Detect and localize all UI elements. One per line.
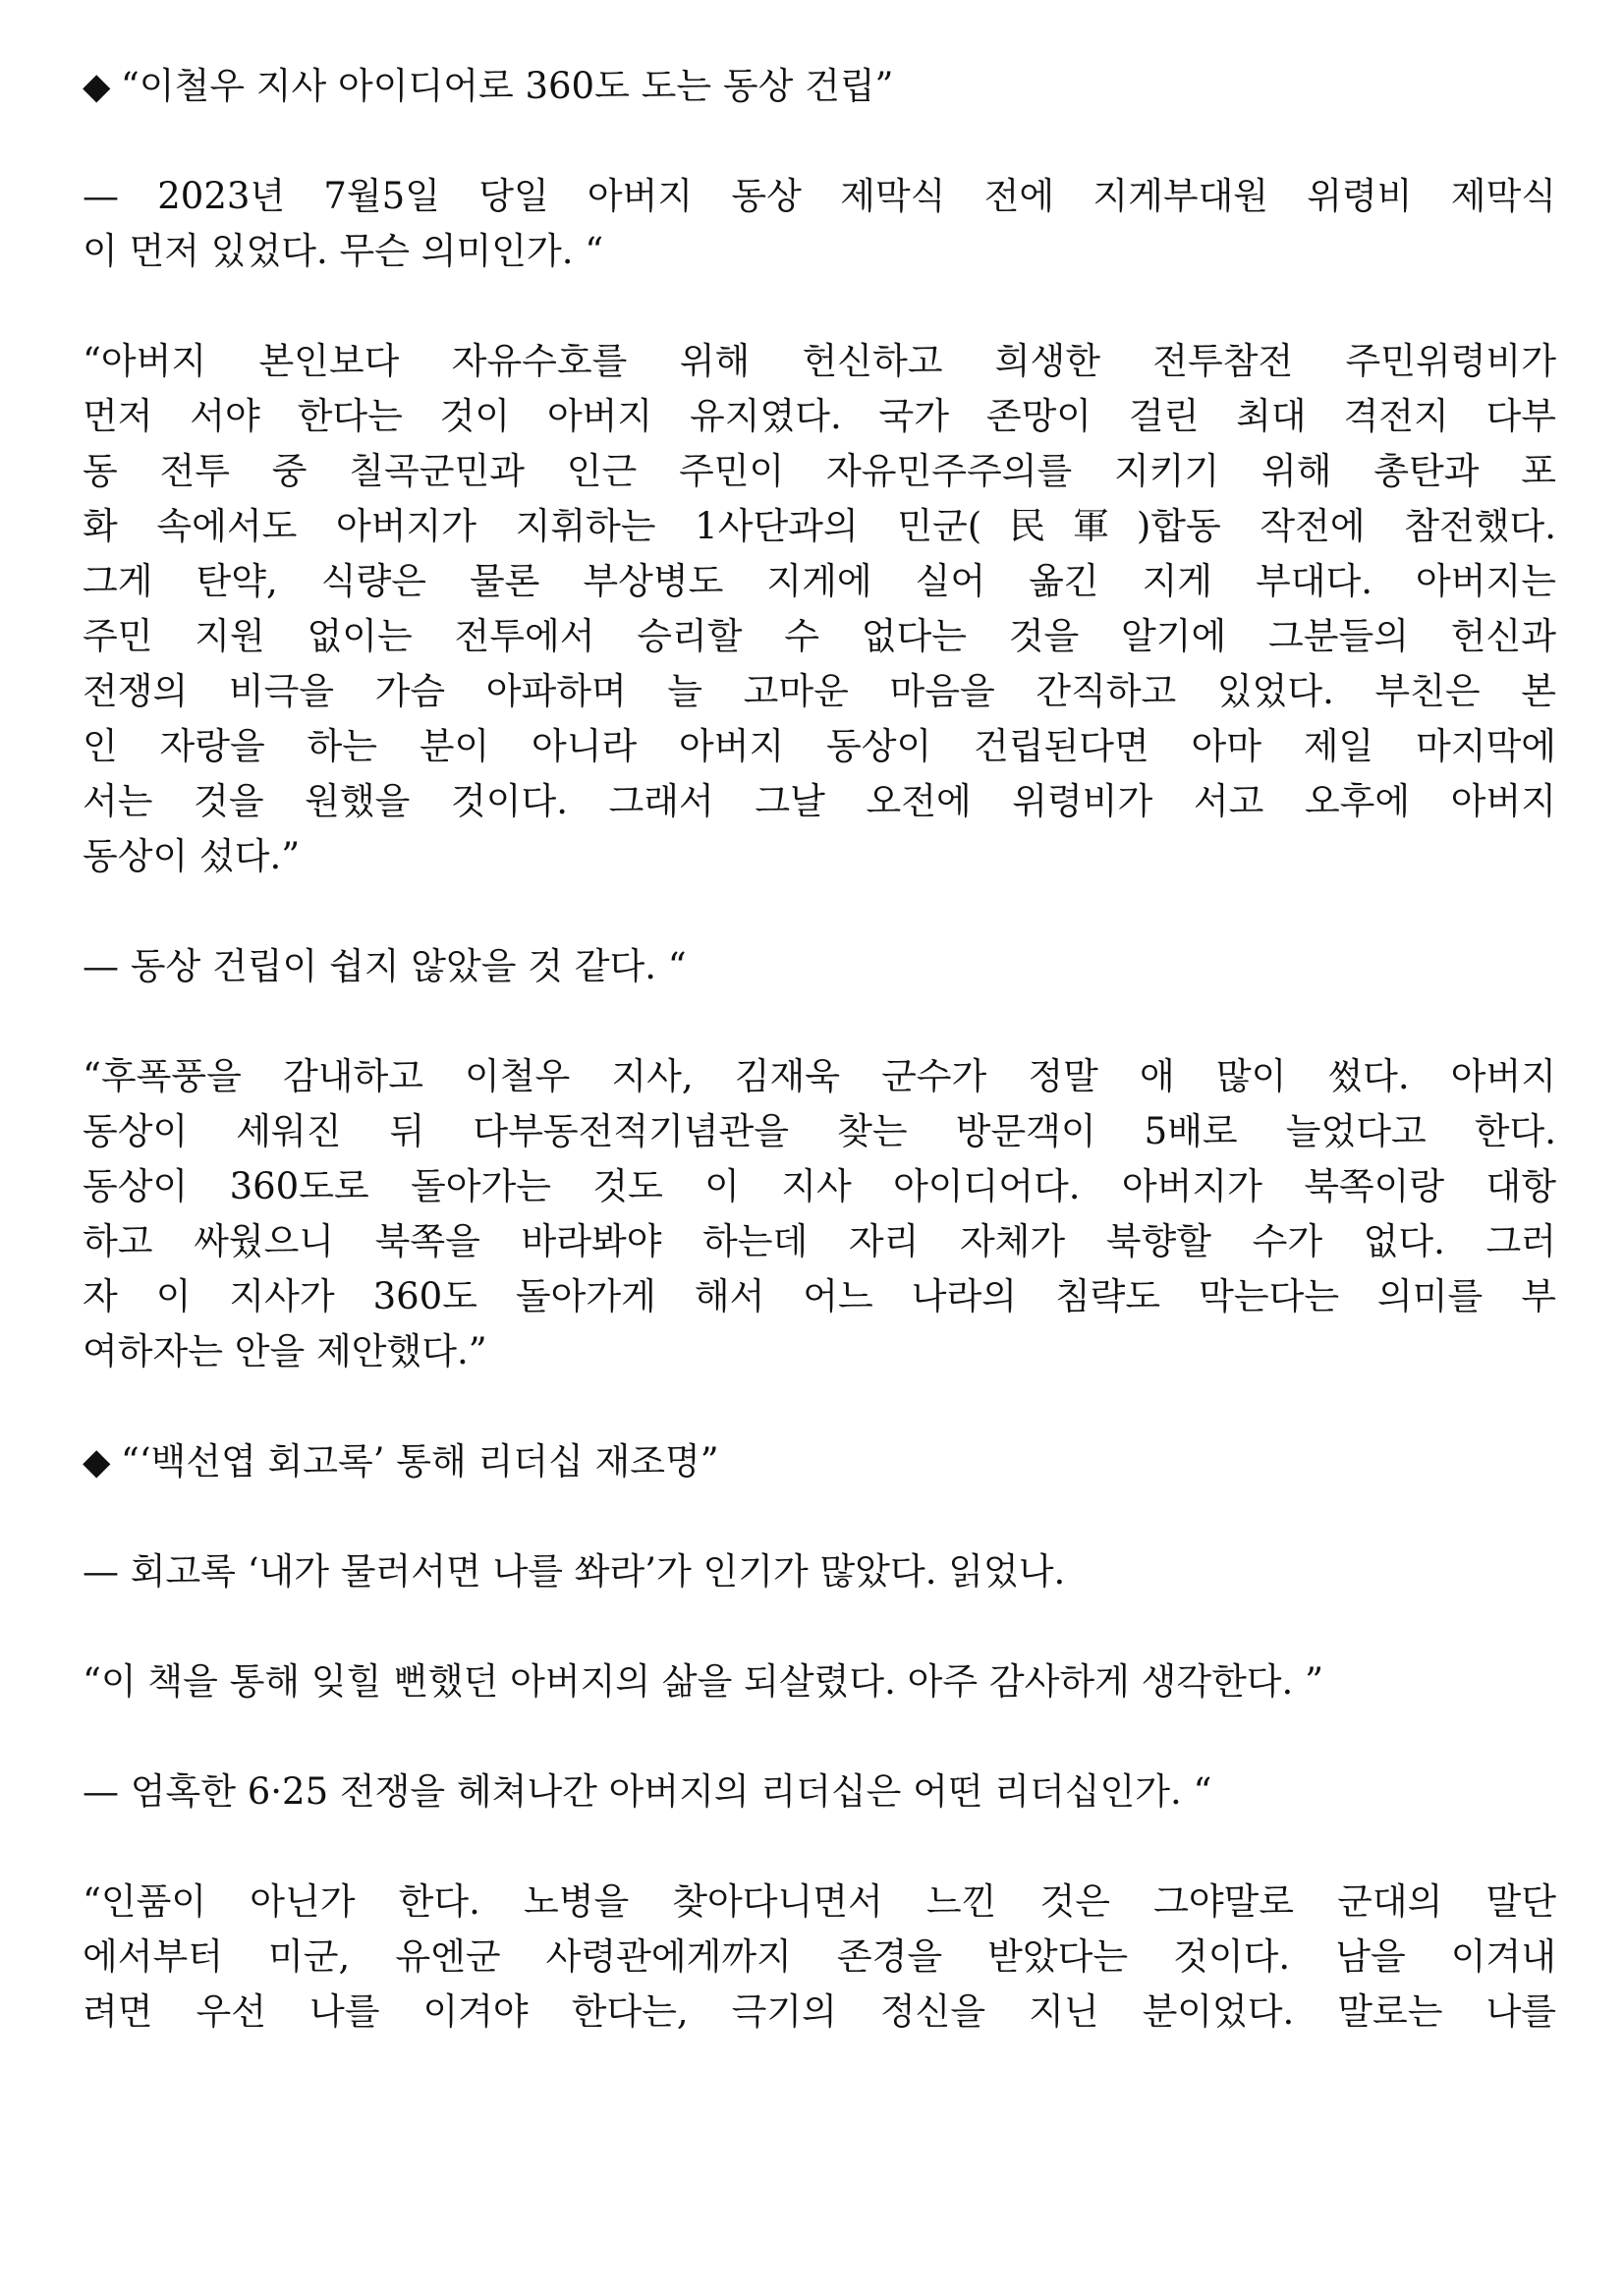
interview-question bbox=[83, 1544, 1556, 1599]
text-line: 려면 우선 나를 이겨야 한다는, 극기의 정신을 지닌 분이었다. 말로는 나를 bbox=[83, 1990, 1556, 2033]
section-heading bbox=[83, 1434, 1556, 1489]
text-line: “후폭풍을 감내하고 이철우 지사, 김재욱 군수가 정말 애 많이 썼다. 아버지 bbox=[83, 1055, 1556, 1097]
interview-question bbox=[83, 169, 1556, 279]
interview-question bbox=[83, 1764, 1556, 1819]
text-line: 이 먼저 있었다. 무슨 의미인가. “ bbox=[83, 230, 604, 272]
interview-answer bbox=[83, 334, 1556, 884]
heading-text: “이철우 지사 아이디어로 360도 도는 동상 건립” bbox=[120, 65, 894, 107]
text-line: 전쟁의 비극을 가슴 아파하며 늘 고마운 마음을 간직하고 있었다. 부친은 본 bbox=[83, 670, 1556, 712]
text-line: 에서부터 미군, 유엔군 사령관에게까지 존경을 받았다는 것이다. 남을 이겨내 bbox=[83, 1935, 1556, 1978]
text-line: 자 이 지사가 360도 돌아가게 해서 어느 나라의 침략도 막는다는 의미를 부 bbox=[83, 1275, 1556, 1317]
diamond-bullet-icon: ◆ bbox=[83, 1440, 111, 1483]
diamond-bullet-icon: ◆ bbox=[83, 65, 111, 107]
text-line: “아버지 본인보다 자유수호를 위해 헌신하고 희생한 전투참전 주민위령비가 bbox=[83, 340, 1556, 382]
text-line: 동상이 세워진 뒤 다부동전적기념관을 찾는 방문객이 5배로 늘었다고 한다. bbox=[83, 1110, 1556, 1152]
text-line: 하고 싸웠으니 북쪽을 바라봐야 하는데 자리 자체가 북향할 수가 없다. 그러 bbox=[83, 1220, 1556, 1262]
text-line: — 동상 건립이 쉽지 않았을 것 같다. “ bbox=[83, 945, 687, 987]
text-line: “이 책을 통해 잊힐 뻔했던 아버지의 삶을 되살렸다. 아주 감사하게 생각한다. ” bbox=[83, 1660, 1323, 1703]
document-page bbox=[83, 59, 1556, 2040]
heading-text: “‘백선엽 회고록’ 통해 리더십 재조명” bbox=[120, 1440, 719, 1483]
text-line: 서는 것을 원했을 것이다. 그래서 그날 오전에 위령비가 서고 오후에 아버지 bbox=[83, 780, 1556, 822]
text-line: — 엄혹한 6·25 전쟁을 헤쳐나간 아버지의 리더십은 어떤 리더십인가. “ bbox=[83, 1770, 1212, 1813]
text-line: 먼저 서야 한다는 것이 아버지 유지였다. 국가 존망이 걸린 최대 격전지 다부 bbox=[83, 395, 1556, 437]
text-line: 동 전투 중 칠곡군민과 인근 주민이 자유민주주의를 지키기 위해 총탄과 포 bbox=[83, 450, 1556, 492]
interview-answer bbox=[83, 1654, 1556, 1709]
text-line: — 2023년 7월5일 당일 아버지 동상 제막식 전에 지게부대원 위령비 제막식 bbox=[83, 175, 1556, 217]
section-heading bbox=[83, 59, 1556, 114]
text-line: 주민 지원 없이는 전투에서 승리할 수 없다는 것을 알기에 그분들의 헌신과 bbox=[83, 615, 1556, 657]
text-line: — 회고록 ‘내가 물러서면 나를 쏴라’가 인기가 많았다. 읽었나. bbox=[83, 1550, 1066, 1593]
text-line: 화 속에서도 아버지가 지휘하는 1사단과의 민군(民軍)합동 작전에 참전했다. bbox=[83, 505, 1556, 547]
text-line: “인품이 아닌가 한다. 노병을 찾아다니면서 느낀 것은 그야말로 군대의 말단 bbox=[83, 1880, 1556, 1923]
interview-answer bbox=[83, 1875, 1556, 2040]
text-line: 동상이 360도로 돌아가는 것도 이 지사 아이디어다. 아버지가 북쪽이랑 대항 bbox=[83, 1165, 1556, 1207]
text-line: 그게 탄약, 식량은 물론 부상병도 지게에 실어 옮긴 지게 부대다. 아버지는 bbox=[83, 560, 1556, 602]
text-line: 여하자는 안을 제안했다.” bbox=[83, 1330, 487, 1372]
text-line: 인 자랑을 하는 분이 아니라 아버지 동상이 건립된다면 아마 제일 마지막에 bbox=[83, 725, 1556, 767]
interview-question bbox=[83, 939, 1556, 994]
interview-answer bbox=[83, 1049, 1556, 1379]
text-line: 동상이 섰다.” bbox=[83, 835, 301, 877]
